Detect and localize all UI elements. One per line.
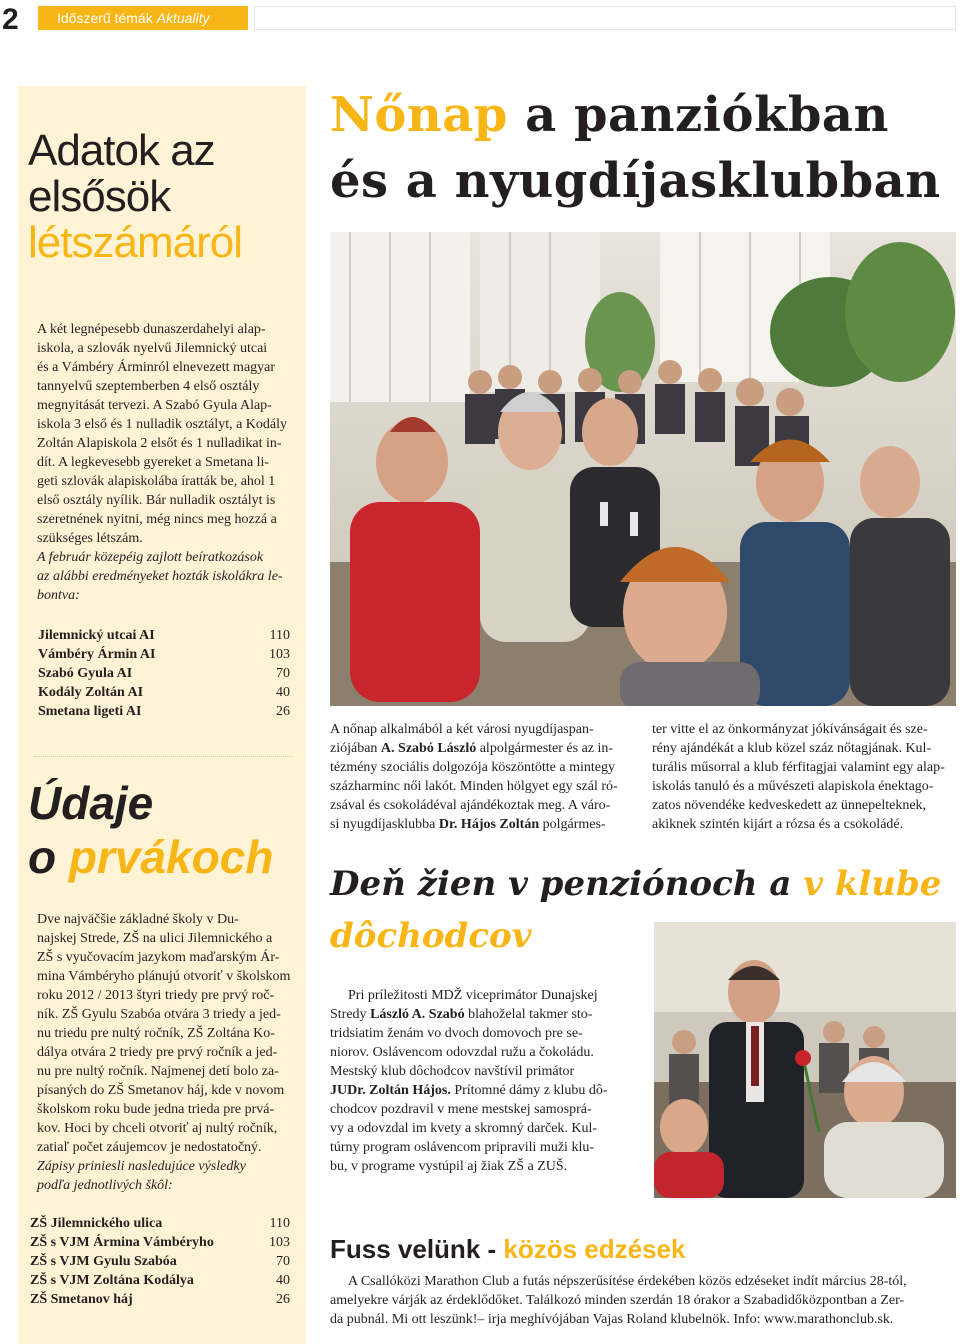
headline-udaje-line2	[28, 830, 273, 884]
headline-nonap	[330, 82, 941, 214]
text-line: vy a odovzdal im kvety a skromný darček. Kul-	[330, 1121, 598, 1136]
text-line: podľa jednotlivých škôl:	[37, 1178, 173, 1193]
text-line: kov. Hoci by chceli otvoriť aj nultý ročník,	[37, 1121, 278, 1136]
text-line: Mestský klub dôchodcov navštívil primátor	[330, 1064, 575, 1079]
text-line: turális műsorral a klub férfitagjai valamint egy alap-	[652, 760, 945, 775]
headline-fuss-rest: Fuss velünk -	[330, 1234, 497, 1264]
text-line: dálya otvára 2 triedy pre prvý ročník a jed-	[37, 1045, 278, 1060]
headline-udaje-line1: Údaje	[28, 777, 154, 829]
school-name: ZŠ s VJM Ármina Vámbéryho	[30, 1235, 214, 1250]
text-line: zatiaľ počet záujemcov je nedostatočný.	[37, 1140, 262, 1155]
school-name: Kodály Zoltán AI	[38, 685, 144, 700]
text-line: nu triedu pre nultý ročník, ZŠ Zoltána Ko-	[37, 1026, 275, 1041]
headline-den-zien-accent1: v klube	[803, 864, 942, 904]
article-fuss-body	[330, 1272, 956, 1329]
text-line: az alábbi eredményeket hozták iskolákra le-	[37, 569, 283, 584]
section-label	[38, 6, 248, 30]
stats-row	[38, 645, 290, 664]
text-line: akiknek szintén kijárt a rózsa és a csokoládé.	[652, 817, 904, 832]
section-divider	[34, 756, 292, 757]
text-run: polgármes-	[539, 817, 606, 832]
headline-udaje	[28, 776, 273, 884]
school-count: 26	[276, 704, 290, 719]
header-rule	[254, 6, 956, 30]
school-count: 110	[269, 1216, 290, 1231]
photo-illustration-2	[654, 922, 956, 1198]
text-run: Stredy	[330, 1007, 371, 1022]
school-count: 103	[269, 647, 290, 662]
text-line: rény ajándékát a klub közel száz nőtagjának. Kul-	[652, 741, 932, 756]
school-name: ZŠ Smetanov háj	[30, 1292, 133, 1307]
headline-fuss	[330, 1232, 685, 1266]
text-run: si nyugdíjasklubba	[330, 817, 439, 832]
text-line: nu pre nultý ročník. Najmenej detí bolo za-	[37, 1064, 279, 1079]
text-line: da pubnál. Mi ott leszünk!– irja meghívójában Vajas Roland klubelnök. Info: www.marathonclub.sk.	[330, 1312, 894, 1327]
article-udaje-intro	[37, 1157, 291, 1195]
headline-nonap-line2: és a nyugdíjasklubban	[330, 153, 941, 209]
text-line: tannyelvű szeptemberben 4 első osztály	[37, 379, 260, 394]
section-label-hu: Időszerű témák	[57, 10, 153, 26]
text-line: százharminc női lakót. Minden hölgyet egy szál ró-	[330, 779, 618, 794]
school-name: Vámbéry Ármin AI	[38, 647, 156, 662]
article-nonap-col1	[330, 720, 636, 834]
school-name: Szabó Gyula AI	[38, 666, 133, 681]
text-line: písaných do ZŠ Smetanov háj, kde v novom	[37, 1083, 285, 1098]
stats-row	[30, 1271, 290, 1290]
stats-row	[38, 683, 290, 702]
person-name: A. Szabó László	[380, 741, 477, 756]
photo-rose-handover	[654, 922, 956, 1198]
text-line: školskom roku bude jedna trieda pre prvá-	[37, 1102, 275, 1117]
headline-nonap-accent: Nőnap	[330, 87, 508, 143]
stats-table-hu	[38, 626, 290, 721]
headline-den-zien-line1	[330, 858, 941, 910]
text-line: túrny program oslávencom pripravili muži klu-	[330, 1140, 594, 1155]
stats-row	[30, 1290, 290, 1309]
text-line: első osztály nyílik. Bár nulladik osztályt is	[37, 493, 276, 508]
stats-table-sk	[30, 1214, 290, 1309]
text-line: Zoltán Alapiskola 2 elsőt és 1 nulladikat in-	[37, 436, 282, 451]
text-line	[330, 739, 636, 758]
text-line: A február közepéig zajlott beíratkozások	[37, 550, 264, 565]
school-count: 26	[276, 1292, 290, 1307]
text-line: iskolás tanuló és a művészeti alapiskola énektago-	[652, 779, 934, 794]
stats-row	[38, 664, 290, 683]
headline-nonap-line1	[330, 82, 941, 148]
person-name: Dr. Hájos Zoltán	[438, 817, 540, 832]
text-line: szükséges létszám.	[37, 531, 143, 546]
school-count: 70	[276, 666, 290, 681]
text-line	[330, 1081, 630, 1100]
text-line: A Csallóközi Marathon Club a futás népszerűsítése érdekében közös edzéseket indít március 28-tól,	[348, 1274, 907, 1289]
text-line: Pri príležitosti MDŽ viceprimátor Dunajskej	[348, 988, 598, 1003]
text-line: Zápisy priniesli nasledujúce výsledky	[37, 1159, 246, 1174]
section-label-sk: Aktuality	[156, 10, 210, 26]
text-line: tridsiatim ženám vo dvoch domovoch pre se-	[330, 1026, 583, 1041]
school-count: 103	[269, 1235, 290, 1250]
stats-row	[38, 626, 290, 645]
text-line: szeretnének nyitni, még nincs meg hozzá a	[37, 512, 277, 527]
person-name: JUDr. Zoltán Hájos.	[330, 1083, 451, 1098]
text-line: dít. A legkevesebb gyereket a Smetana li-	[37, 455, 270, 470]
headline-den-zien-rest: Deň žien v penziónoch a	[330, 864, 792, 904]
text-line: A nőnap alkalmából a két városi nyugdíjaspan-	[330, 722, 594, 737]
article-adatok-body	[37, 320, 291, 548]
page-number: 2	[2, 3, 19, 36]
article-den-zien-body	[330, 986, 630, 1176]
school-count: 70	[276, 1254, 290, 1269]
text-line: najskej Strede, ZŠ na ulici Jilemnického a	[37, 931, 273, 946]
stats-row	[30, 1233, 290, 1252]
text-line: roku 2012 / 2013 štyri triedy pre prvý roč-	[37, 988, 275, 1003]
text-line: bu, v programe vystúpil aj žiak ZŠ a ZUŠ.	[330, 1159, 568, 1174]
article-adatok-intro	[37, 548, 291, 605]
text-line: ZŠ s vyučovacím jazykom maďarským Ár-	[37, 950, 280, 965]
text-line: megnyitását tervezi. A Szabó Gyula Alap-	[37, 398, 272, 413]
headline-adatok-line2: elsősök	[28, 172, 171, 221]
text-line: chodcov pozdravil v mene mestskej samosprá-	[330, 1102, 592, 1117]
text-line: iskola 3 első és 1 nulladik osztályt, a Kodály	[37, 417, 288, 432]
stats-row	[38, 702, 290, 721]
headline-udaje-accent: prvákoch	[68, 831, 274, 883]
school-name: ZŠ s VJM Gyulu Szabóa	[30, 1254, 177, 1269]
school-name: Jilemnický utcai AI	[38, 628, 155, 643]
headline-adatok-line3: létszámáról	[28, 218, 242, 267]
text-line: és a Vámbéry Árminról elnevezett magyar	[37, 360, 276, 375]
text-line: mina Vámbéryho plánujú otvoriť v školskom	[37, 969, 291, 984]
text-line: iskola, a szlovák nyelvű Jilemnický utcai	[37, 341, 268, 356]
article-nonap-col2	[652, 720, 956, 834]
text-line: bontva:	[37, 588, 80, 603]
headline-fuss-accent: közös edzések	[503, 1234, 686, 1264]
school-name: ZŠ Jilemnického ulica	[30, 1216, 163, 1231]
text-run: Prítomné dámy z klubu dô-	[450, 1083, 608, 1098]
school-count: 40	[276, 1273, 290, 1288]
photo-illustration	[330, 232, 956, 706]
text-line: geti szlovák alapiskolába íratták be, ahol 1	[37, 474, 276, 489]
article-udaje-body	[37, 910, 291, 1157]
text-run: blahoželal takmer sto-	[464, 1007, 593, 1022]
photo-womens-day-club	[330, 232, 956, 706]
text-run: alpolgármester és az in-	[476, 741, 614, 756]
headline-nonap-rest: a panziókban	[525, 87, 889, 143]
school-count: 110	[269, 628, 290, 643]
headline-udaje-o: o	[28, 831, 57, 883]
text-run: ziójában	[330, 741, 381, 756]
text-line	[330, 1005, 630, 1024]
text-line	[330, 815, 636, 834]
school-name: ZŠ s VJM Zoltána Kodálya	[30, 1273, 194, 1288]
text-line: zatos növendéke kedveskedett az ünnepelteknek,	[652, 798, 927, 813]
text-line: ník. ZŠ Gyulu Szabóa otvára 3 triedy a jed-	[37, 1007, 281, 1022]
text-line: A két legnépesebb dunaszerdahelyi alap-	[37, 322, 266, 337]
person-name: László A. Szabó	[370, 1007, 465, 1022]
text-line: zsával és csokoládéval ajándékoztak meg. A váro-	[330, 798, 611, 813]
headline-den-zien-accent2: dôchodcov	[330, 916, 532, 956]
headline-adatok	[28, 128, 242, 266]
text-line: tézmény szociális dolgozója köszöntötte a mintegy	[330, 760, 615, 775]
school-count: 40	[276, 685, 290, 700]
headline-adatok-line1: Adatok az	[28, 126, 215, 175]
text-line: niorov. Oslávencom odovzdal ružu a čokoládu.	[330, 1045, 594, 1060]
stats-row	[30, 1252, 290, 1271]
text-line: amelyekre várják az érdeklődőket. Találkozó minden szerdán 18 órakor a Szabadidőközpontban a Zer-	[330, 1293, 905, 1308]
text-line: Dve najväčšie základné školy v Du-	[37, 912, 239, 927]
text-line: ter vitte el az önkormányzat jókívánságait és sze-	[652, 722, 928, 737]
stats-row	[30, 1214, 290, 1233]
school-name: Smetana ligeti AI	[38, 704, 142, 719]
